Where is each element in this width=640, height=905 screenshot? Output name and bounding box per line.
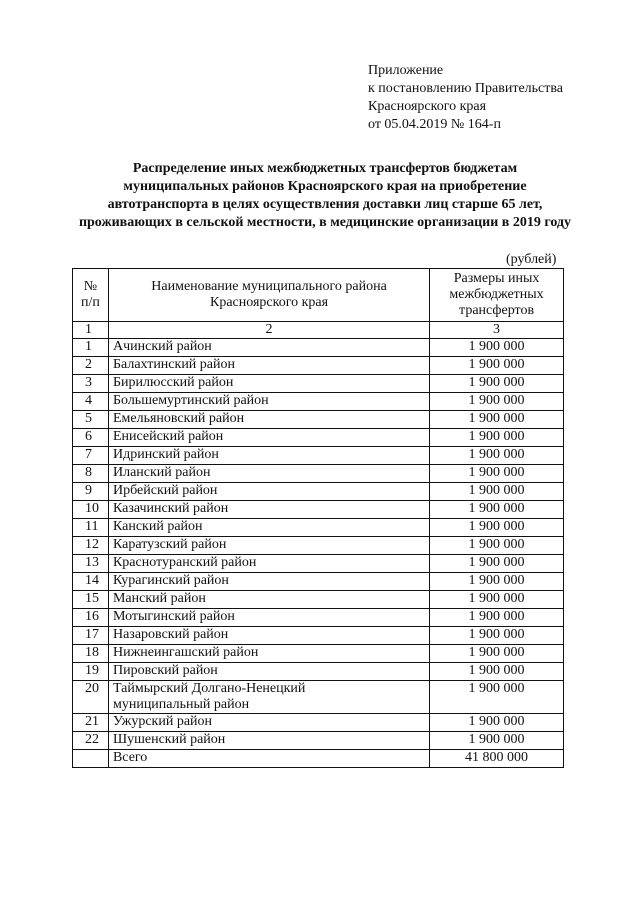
table-row [73, 375, 564, 393]
transfer-amount: 1 900 000 [430, 465, 564, 483]
row-number: 6 [73, 429, 109, 447]
header-text: межбюджетных [449, 287, 544, 302]
column-numbering-row [73, 322, 564, 339]
district-name: Ирбейский район [108, 483, 429, 501]
table-row [73, 714, 564, 732]
transfer-amount: 1 900 000 [430, 645, 564, 663]
district-name: Манский район [108, 591, 429, 609]
table-row [73, 732, 564, 750]
transfer-amount: 1 900 000 [430, 681, 564, 714]
units-label: (рублей) [506, 252, 557, 267]
district-name: Ачинский район [108, 339, 429, 357]
district-name: Курагинский район [108, 573, 429, 591]
appendix-block [368, 62, 563, 134]
district-name: Каратузский район [108, 537, 429, 555]
table-row [73, 681, 564, 714]
appendix-line: Красноярского края [368, 99, 487, 114]
header-transfer-amount [430, 269, 564, 322]
district-name: Шушенский район [108, 732, 429, 750]
row-number: 12 [73, 537, 109, 555]
transfer-amount: 1 900 000 [430, 411, 564, 429]
transfer-amount: 1 900 000 [430, 501, 564, 519]
table-row [73, 357, 564, 375]
header-text: Красноярского края [209, 295, 329, 310]
district-name: Казачинский район [108, 501, 429, 519]
header-text: № [83, 279, 98, 294]
table-row [73, 591, 564, 609]
appendix-date-line: от 05.04.2019 № 164-п [368, 117, 501, 132]
column-number: 2 [108, 322, 429, 339]
total-label: Всего [108, 750, 429, 768]
transfer-amount: 1 900 000 [430, 375, 564, 393]
transfer-amount: 1 900 000 [430, 483, 564, 501]
table-row [73, 501, 564, 519]
district-name: Енисейский район [108, 429, 429, 447]
district-name: Нижнеингашский район [108, 645, 429, 663]
row-number: 15 [73, 591, 109, 609]
district-name: Мотыгинский район [108, 609, 429, 627]
transfer-amount: 1 900 000 [430, 537, 564, 555]
table-row [73, 447, 564, 465]
row-number: 18 [73, 645, 109, 663]
table-row [73, 483, 564, 501]
transfer-amount: 1 900 000 [430, 573, 564, 591]
row-number: 4 [73, 393, 109, 411]
district-name: Канский район [108, 519, 429, 537]
row-number: 10 [73, 501, 109, 519]
transfer-amount: 1 900 000 [430, 429, 564, 447]
table-row [73, 393, 564, 411]
district-name: Емельяновский район [108, 411, 429, 429]
row-number: 8 [73, 465, 109, 483]
table-row [73, 555, 564, 573]
transfer-amount: 1 900 000 [430, 732, 564, 750]
row-number: 13 [73, 555, 109, 573]
table-row [73, 465, 564, 483]
appendix-line: к постановлению Правительства [368, 81, 564, 96]
district-name: Ужурский район [108, 714, 429, 732]
row-number: 3 [73, 375, 109, 393]
transfer-amount: 1 900 000 [430, 447, 564, 465]
transfer-amount: 1 900 000 [430, 663, 564, 681]
table-row [73, 573, 564, 591]
row-number: 17 [73, 627, 109, 645]
district-name: Большемуртинский район [108, 393, 429, 411]
transfer-amount: 1 900 000 [430, 519, 564, 537]
row-number: 9 [73, 483, 109, 501]
title-line: муниципальных районов Красноярского края на приобретение [123, 179, 527, 194]
district-name: Иланский район [108, 465, 429, 483]
district-name: Идринский район [108, 447, 429, 465]
table-row [73, 411, 564, 429]
district-name: Балахтинский район [108, 357, 429, 375]
total-row [73, 750, 564, 768]
row-number: 21 [73, 714, 109, 732]
table-row [73, 429, 564, 447]
district-name-line: муниципальный район [112, 697, 250, 712]
title-line: проживающих в сельской местности, в медицинские организации в 2019 году [78, 215, 572, 230]
header-number [73, 269, 109, 322]
district-name: Краснотуранский район [108, 555, 429, 573]
row-number: 7 [73, 447, 109, 465]
row-number: 14 [73, 573, 109, 591]
row-number: 2 [73, 357, 109, 375]
total-empty-cell [73, 750, 109, 768]
row-number: 11 [73, 519, 109, 537]
row-number: 16 [73, 609, 109, 627]
transfer-amount: 1 900 000 [430, 393, 564, 411]
table-row [73, 663, 564, 681]
transfers-table [72, 268, 564, 768]
row-number: 20 [73, 681, 109, 714]
total-amount: 41 800 000 [430, 750, 564, 768]
transfer-amount: 1 900 000 [430, 339, 564, 357]
district-name: Назаровский район [108, 627, 429, 645]
row-number: 22 [73, 732, 109, 750]
header-text: Размеры иных [453, 271, 540, 286]
transfer-amount: 1 900 000 [430, 591, 564, 609]
header-text: Наименование муниципального района [151, 279, 387, 294]
document-title [60, 160, 590, 232]
header-text: трансфертов [459, 303, 535, 318]
transfer-amount: 1 900 000 [430, 609, 564, 627]
table-row [73, 519, 564, 537]
transfer-amount: 1 900 000 [430, 555, 564, 573]
transfer-amount: 1 900 000 [430, 357, 564, 375]
row-number: 1 [73, 339, 109, 357]
row-number: 19 [73, 663, 109, 681]
district-name-line: Таймырский Долгано-Ненецкий [112, 681, 306, 696]
transfer-amount: 1 900 000 [430, 714, 564, 732]
table-row [73, 627, 564, 645]
district-name: Бирилюсский район [108, 375, 429, 393]
row-number: 5 [73, 411, 109, 429]
table-header-row [73, 269, 564, 322]
header-district-name [108, 269, 429, 322]
column-number: 1 [73, 322, 109, 339]
district-name [108, 681, 429, 714]
title-line: автотранспорта в целях осуществления доставки лиц старше 65 лет, [107, 197, 543, 212]
table-row [73, 339, 564, 357]
column-number: 3 [430, 322, 564, 339]
appendix-line: Приложение [368, 63, 444, 78]
district-name: Пировский район [108, 663, 429, 681]
transfer-amount: 1 900 000 [430, 627, 564, 645]
header-text: п/п [81, 295, 100, 310]
table-row [73, 537, 564, 555]
title-line: Распределение иных межбюджетных трансфертов бюджетам [132, 161, 518, 176]
table-row [73, 609, 564, 627]
table-row [73, 645, 564, 663]
